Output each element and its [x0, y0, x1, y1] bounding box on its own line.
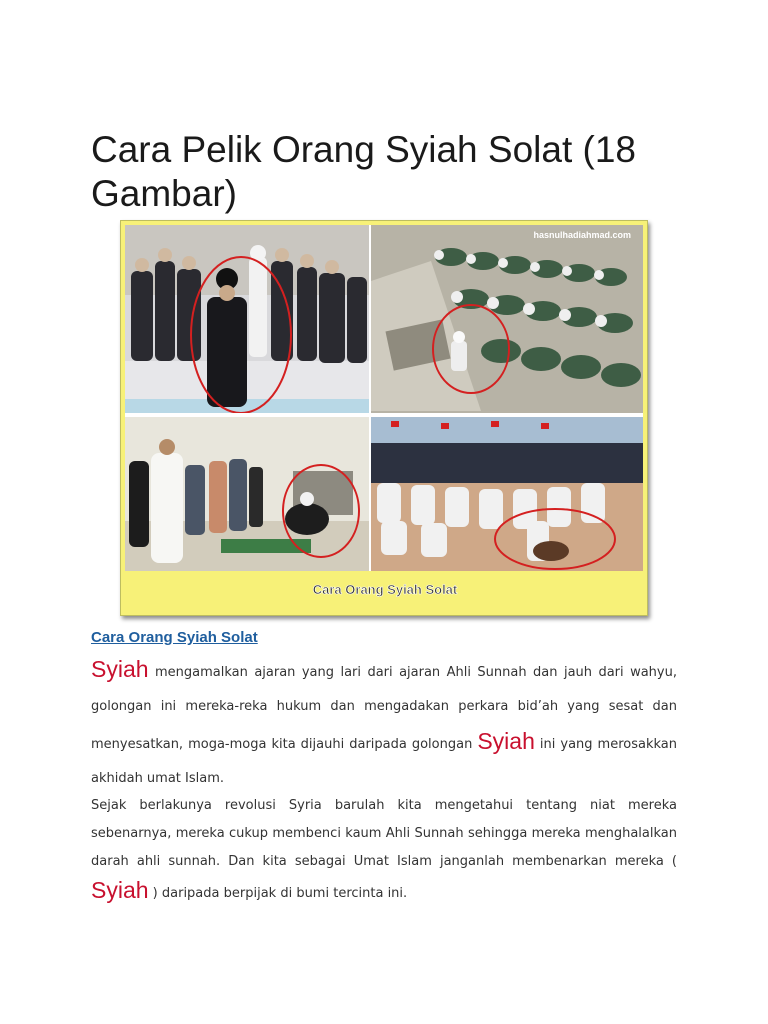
- collage-caption: Cara Orang Syiah Solat: [312, 582, 458, 597]
- article-body: [91, 652, 677, 908]
- paragraph-2-text-a: Sejak berlakunya revolusi Syria barulah kita mengetahui tentang niat mereka sebenarnya, mereka cukup membenci kaum Ahli Sunnah sehingga mereka menghalalkan darah ahli sunnah. Dan kita sebagai Umat Islam janganlah membenarkan mereka (: [91, 798, 677, 869]
- paragraph-1-text-a: mengamalkan ajaran yang lari dari ajaran Ahli Sunnah dan jauh dari wahyu, golongan ini mereka-reka hukum dan mengadakan perkara bid’ah yang sesat dan menyesatkan, moga-moga kita dijauhi daripada golongan: [91, 665, 677, 752]
- article-link[interactable]: Cara Orang Syiah Solat: [91, 629, 258, 646]
- photo-panel-bottom-right: [371, 417, 643, 571]
- paragraph-2-text-b: ) daripada berpijak di bumi tercinta ini.: [148, 886, 408, 901]
- syiah-keyword: Syiah: [91, 656, 149, 682]
- paragraph-2: [91, 792, 677, 908]
- paragraph-1: [91, 652, 677, 796]
- page-title: Cara Pelik Orang Syiah Solat (18 Gambar): [91, 129, 636, 214]
- collage-image: [120, 220, 648, 616]
- photo-panel-top-left: [125, 225, 369, 413]
- syiah-keyword: Syiah: [477, 728, 535, 754]
- watermark-text: hasnulhadiahmad.com: [533, 230, 631, 240]
- paragraph-1-text-b: ini yang merosakkan akhidah umat Islam.: [91, 737, 677, 786]
- photo-panel-bottom-left: [125, 417, 369, 571]
- syiah-keyword: Syiah: [91, 877, 149, 903]
- photo-panel-top-right: [371, 225, 643, 413]
